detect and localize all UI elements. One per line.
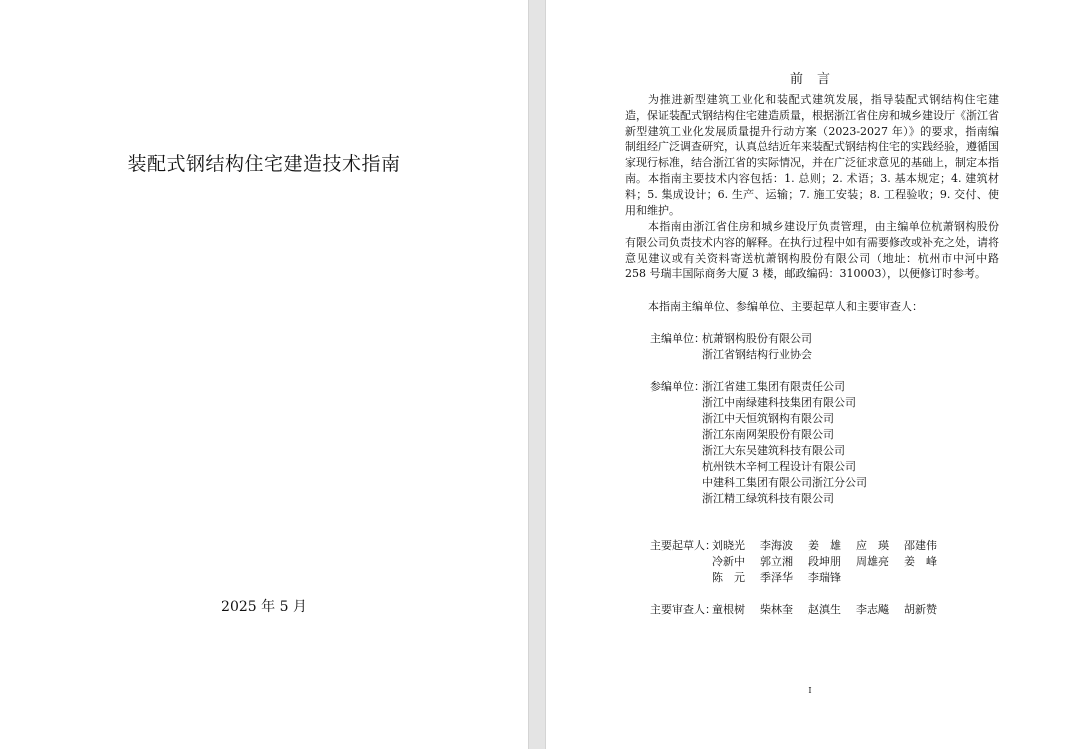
- preface-paragraph: 为推进新型建筑工业化和装配式建筑发展，指导装配式钢结构住宅建造，保证装配式钢结构住宅建造质量，根据浙江省住房和城乡建设厅《浙江省新型建筑工业化发展质量提升行动方案（2023-2027 年）》的要求，指南编制组经广泛调查研究，认真总结近年来装配式钢结构住宅的实践经验，遵循国家现行标准，结合浙江省的实际情况，并在广泛征求意见的基础上，制定本指南。: [625, 93, 999, 185]
- person-name: 李志飚: [856, 603, 889, 616]
- reviewers-list: [712, 602, 952, 618]
- list-item: 浙江大东吴建筑科技有限公司: [702, 444, 845, 457]
- reviewers-label: 主要审查人：: [650, 603, 716, 616]
- list-item: 杭州铁木辛柯工程设计有限公司: [702, 460, 856, 473]
- document-title: 装配式钢结构住宅建造技术指南: [127, 153, 401, 175]
- name-row: [712, 570, 952, 586]
- preface-heading: 前言: [789, 72, 844, 87]
- person-name: 季泽华: [760, 571, 793, 584]
- preface-page: [546, 0, 1074, 749]
- person-name: 李海波: [760, 539, 793, 552]
- page-gutter: [528, 0, 546, 749]
- person-name: 姜 峰: [904, 555, 937, 568]
- drafters-list: [712, 538, 952, 586]
- preface-paragraph: 本指南主要技术内容包括：1. 总则；2. 术语；3. 基本规定；4. 建筑材料；5. 集成设计；6. 生产、运输；7. 施工安装；8. 工程验收；9. 交付、使用和维护。: [625, 172, 999, 217]
- person-name: 赵滇生: [808, 603, 841, 616]
- participant-units-label: 参编单位：: [650, 380, 705, 393]
- drafters-label: 主要起草人：: [650, 539, 716, 552]
- person-name: 邵建伟: [904, 539, 937, 552]
- chief-units-label: 主编单位：: [650, 332, 705, 345]
- list-item: 浙江中天恒筑钢构有限公司: [702, 412, 834, 425]
- list-item: 中建科工集团有限公司浙江分公司: [702, 476, 867, 489]
- participant-units-list: [702, 379, 867, 507]
- chief-units-list: [702, 331, 812, 363]
- list-item: 浙江省建工集团有限责任公司: [702, 380, 845, 393]
- person-name: 冷新中: [712, 555, 745, 568]
- list-item: 浙江中南绿建科技集团有限公司: [702, 396, 856, 409]
- person-name: 胡新赞: [904, 603, 937, 616]
- name-row: [712, 602, 952, 618]
- list-item: 杭萧钢构股份有限公司: [702, 332, 812, 345]
- person-name: 郭立湘: [760, 555, 793, 568]
- list-item: 浙江省钢结构行业协会: [702, 348, 812, 361]
- list-item: 浙江东南网架股份有限公司: [702, 428, 834, 441]
- name-row: [712, 538, 952, 554]
- page-number: I: [808, 686, 812, 695]
- person-name: 周雄亮: [856, 555, 889, 568]
- person-name: 段坤朋: [808, 555, 841, 568]
- person-name: 刘晓光: [712, 539, 745, 552]
- publication-date: 2025 年 5 月: [221, 599, 307, 615]
- name-row: [712, 554, 952, 570]
- person-name: 李瑞锋: [808, 571, 841, 584]
- preface-paragraph: 本指南主编单位、参编单位、主要起草人和主要审查人：: [648, 300, 923, 313]
- person-name: 陈 元: [712, 571, 745, 584]
- cover-page: [0, 0, 528, 749]
- list-item: 浙江精工绿筑科技有限公司: [702, 492, 834, 505]
- preface-paragraph: 本指南由浙江省住房和城乡建设厅负责管理，由主编单位杭萧钢构股份有限公司负责技术内容的解释。在执行过程中如有需要修改或补充之处，请将意见建议或有关资料寄送杭萧钢构股份有限公司（地址：杭州市中河中路 258 号瑞丰国际商务大厦 3 楼，邮政编码：310003），以便修订时参考。: [625, 220, 999, 281]
- person-name: 姜 雄: [808, 539, 841, 552]
- person-name: 童根树: [712, 603, 745, 616]
- person-name: 柴林奎: [760, 603, 793, 616]
- person-name: 应 瑛: [856, 539, 889, 552]
